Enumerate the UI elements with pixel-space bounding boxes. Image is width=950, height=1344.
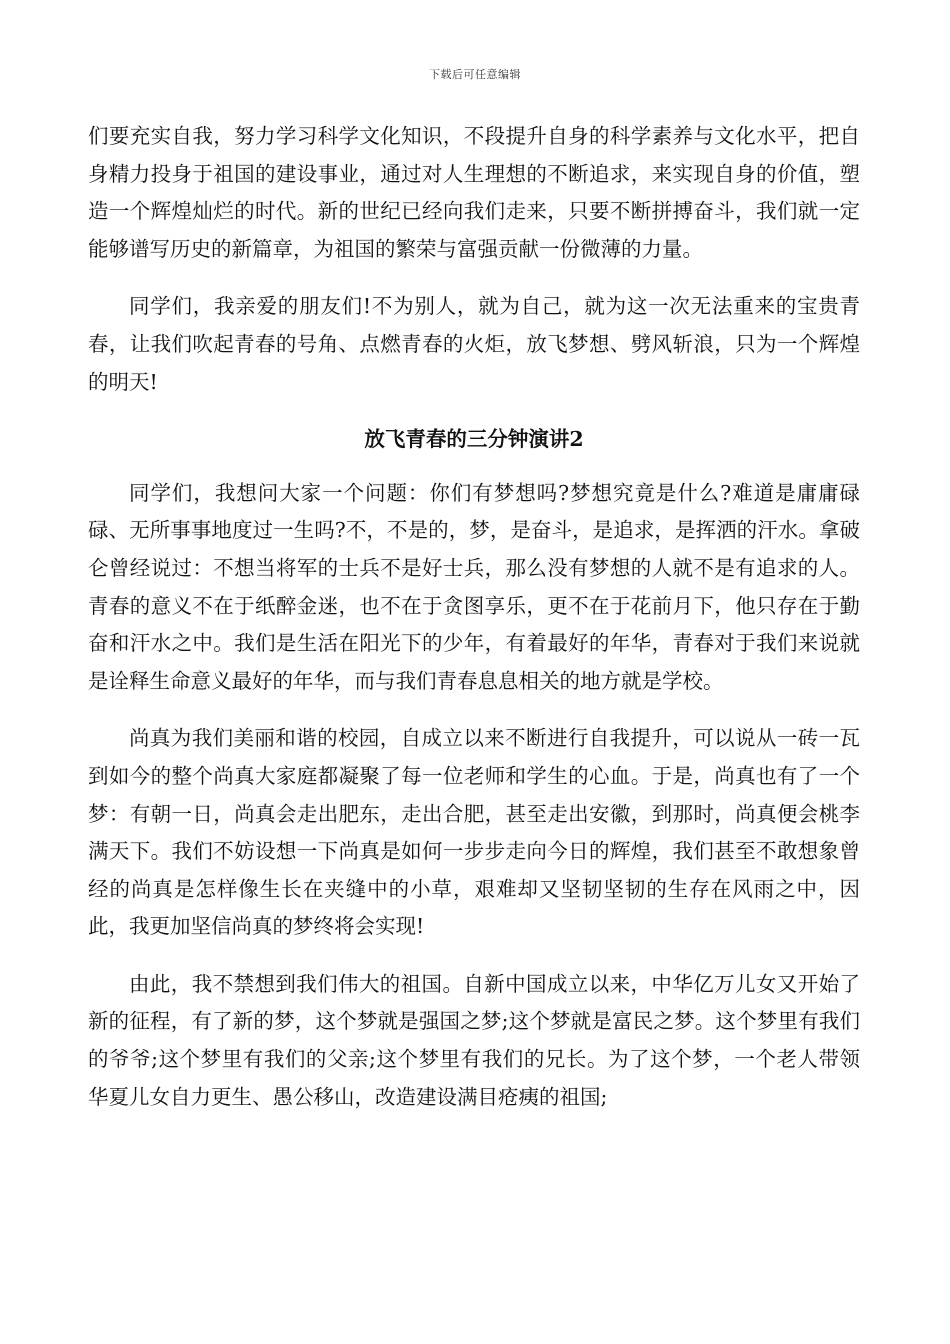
- paragraph-2: 同学们，我亲爱的朋友们!不为别人，就为自己，就为这一次无法重来的宝贵青春，让我们吹起青春的号角、点燃青春的火炬，放飞梦想、劈风斩浪，只为一个辉煌的明天!: [88, 294, 860, 394]
- paragraph-4: 尚真为我们美丽和谐的校园，自成立以来不断进行自我提升，可以说从一砖一瓦到如今的整个尚真大家庭都凝聚了每一位老师和学生的心血。于是，尚真也有了一个梦：有朝一日，尚真会走出肥东，走出合肥，甚至走出安徽，到那时，尚真便会桃李满天下。我们不妨设想一下尚真是如何一步步走向今日的辉煌，我们甚至不敢想象曾经的尚真是怎样像生长在夹缝中的小草，艰难却又坚韧坚韧的生存在风雨之中，因此，我更加坚信尚真的梦终将会实现!: [88, 726, 860, 939]
- document-body: [88, 118, 860, 1116]
- section-heading: 放飞青春的三分钟演讲2: [364, 427, 584, 452]
- paragraph-1: 们要充实自我，努力学习科学文化知识，不段提升自身的科学素养与文化水平，把自身精力投身于祖国的建设事业，通过对人生理想的不断追求，来实现自身的价值，塑造一个辉煌灿烂的时代。新的世纪已经向我们走来，只要不断拼搏奋斗，我们就一定能够谱写历史的新篇章，为祖国的繁荣与富强贡献一份微薄的力量。: [88, 124, 860, 261]
- paragraph-5: 由此，我不禁想到我们伟大的祖国。自新中国成立以来，中华亿万儿女又开始了新的征程，有了新的梦，这个梦就是强国之梦;这个梦就是富民之梦。这个梦里有我们的爷爷;这个梦里有我们的父亲;这个梦里有我们的兄长。为了这个梦，一个老人带领华夏儿女自力更生、愚公移山，改造建设满目疮痍的祖国;: [88, 971, 860, 1109]
- paragraph-3: 同学们，我想问大家一个问题：你们有梦想吗?梦想究竟是什么?难道是庸庸碌碌、无所事事地度过一生吗?不，不是的，梦，是奋斗，是追求，是挥洒的汗水。拿破仑曾经说过：不想当将军的士兵不是好士兵，那么没有梦想的人就不是有追求的人。青春的意义不在于纸醉金迷，也不在于贪图享乐，更不在于花前月下，他只存在于勤奋和汗水之中。我们是生活在阳光下的少年，有着最好的年华，青春对于我们来说就是诠释生命意义最好的年华，而与我们青春息息相关的地方就是学校。: [88, 480, 860, 693]
- page-header-note: 下载后可任意编辑: [429, 68, 521, 81]
